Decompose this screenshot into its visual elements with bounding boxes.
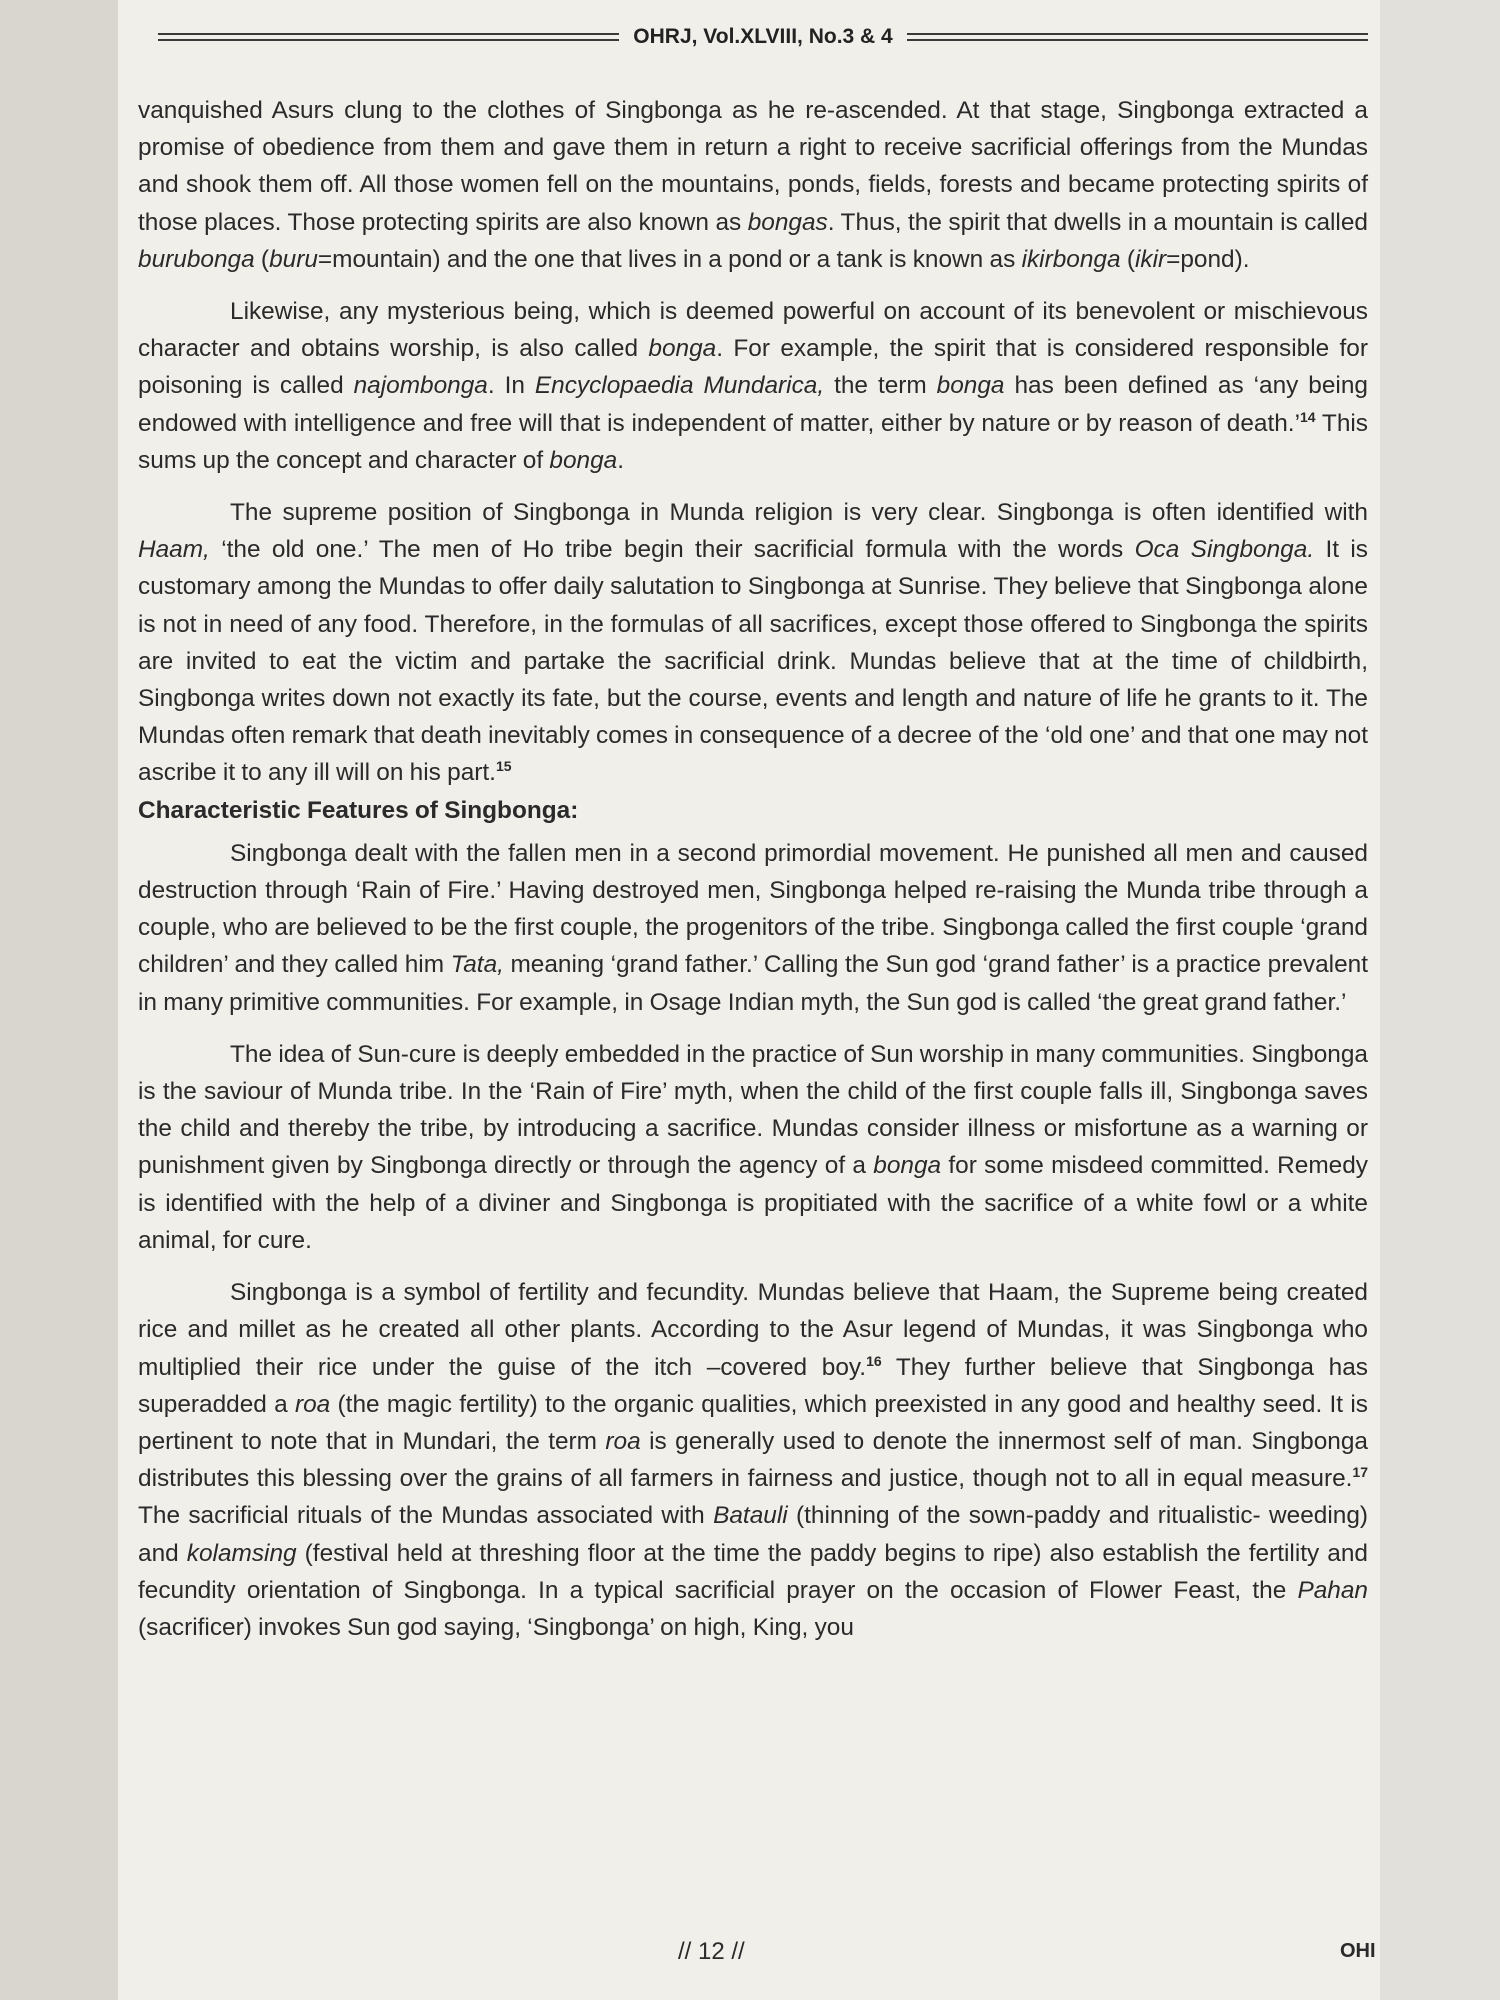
footnote-ref-17[interactable]: 17 [1352,1463,1368,1480]
footnote-ref-14[interactable]: 14 [1300,408,1316,425]
scan-right-margin [1380,0,1500,2000]
scan-left-margin [0,0,118,2000]
footnote-ref-15[interactable]: 15 [495,758,512,775]
header-rule-right [907,33,1368,41]
paragraph-fertility: Singbonga is a symbol of fertility and fecundity. Mundas believe that Haam, the Supreme being created rice and millet as he created all other plants. According to the Asur legend of Mundas, it was Singbonga who multiplied their rice under the guise of the itch –covered boy.$^{16}$ They further believe that Singbonga has superadded a roa (the magic fertility) to the organic qualities, which preexisted in any good and healthy seed. It is pertinent to note that in Mundari, the term roa is generally used to denote the innermost self of man. Singbonga distributes this blessing over the grains of all farmers in fairness and justice, though not to all in equal measure.$^{17}$ The sacrificial rituals of the Mundas associated with Batauli (thinning of the sown-paddy and ritualistic- weeding) and kolamsing (festival held at threshing floor at the time the paddy begins to ripe) also establish the fertility and fecundity orientation of Singbonga. In a typical sacrificial prayer on the occasion of Flower Feast, the Pahan (sacrificer) invokes Sun god saying, ‘Singbonga’ on high, King, you [138,1279,1369,1641]
header-rule-left [158,33,619,41]
section-heading: Characteristic Features of Singbonga: [138,796,579,824]
journal-page [118,0,1380,2000]
footnote-ref-16[interactable]: 16 [866,1352,882,1369]
paragraph-sun-cure: The idea of Sun-cure is deeply embedded in the practice of Sun worship in many communities. Singbonga is the saviour of Munda tribe. In the ‘Rain of Fire’ myth, when the child of the first couple falls ill, Singbonga saves the child and thereby the tribe, by introducing a sacrifice. Mundas consider illness or misfortune as a warning or punishment given by Singbonga directly or through the agency of a bonga for some misdeed committed. Remedy is identified with the help of a diviner and Singbonga is propitiated with the sacrifice of a white fowl or a white animal, for cure. [138,1040,1368,1254]
footer-running-title: OHI [1340,1940,1376,1962]
paragraph-rain-of-fire: Singbonga dealt with the fallen men in a second primordial movement. He punished all men and caused destruction through ‘Rain of Fire.’ Having destroyed men, Singbonga helped re-raising the Munda tribe through a couple, who are believed to be the first couple, the progenitors of the tribe. Singbonga called the first couple ‘grand children’ and they called him Tata, meaning ‘grand father.’ Calling the Sun god ‘grand father’ is a practice prevalent in many primitive communities. For example, in Osage Indian myth, the Sun god is called ‘the great grand father.’ [138,839,1369,1016]
paragraph-supreme-position: The supreme position of Singbonga in Munda religion is very clear. Singbonga is often identified with Haam, ‘the old one.’ The men of Ho tribe begin their sacrificial formula with the words Oca Singbonga. It is customary among the Mundas to offer daily salutation to Singbonga at Sunrise. They believe that Singbonga alone is not in need of any food. Therefore, in the formulas of all sacrifices, except those offered to Singbonga the spirits are invited to eat the victim and partake the sacrificial drink. Mundas believe that at the time of childbirth, Singbonga writes down not exactly its fate, but the course, events and length and nature of life he grants to it. The Mundas often remark that death inevitably comes in consequence of a decree of the ‘old one’ and that one may not ascribe it to any ill will on his part.$^{15}$ [138,499,1368,787]
article-body [138,92,1368,1646]
paragraph-bonga-definition: Likewise, any mysterious being, which is deemed powerful on account of its benevolent or mischievous character and obtains worship, is also called bonga. For example, the spirit that is considered responsible for poisoning is called najombonga. In Encyclopaedia Mundarica, the term bonga has been defined as ‘any being endowed with intelligence and free will that is independent of matter, either by nature or by reason of death.’$^{14}$ This sums up the concept and character of bonga. [138,298,1368,474]
page-number: // 12 // [678,1938,745,1965]
journal-title: OHRJ, Vol.XLVIII, No.3 & 4 [633,25,893,48]
running-header [158,20,1368,54]
paragraph-asurs: vanquished Asurs clung to the clothes of Singbonga as he re-ascended. At that stage, Singbonga extracted a promise of obedience from them and gave them in return a right to receive sacrificial offerings from the Mundas and shook them off. All those women fell on the mountains, ponds, fields, forests and became protecting spirits of those places. Those protecting spirits are also known as bongas. Thus, the spirit that dwells in a mountain is called burubonga (buru=mountain) and the one that lives in a pond or a tank is known as ikirbonga (ikir=pond). [138,97,1368,273]
